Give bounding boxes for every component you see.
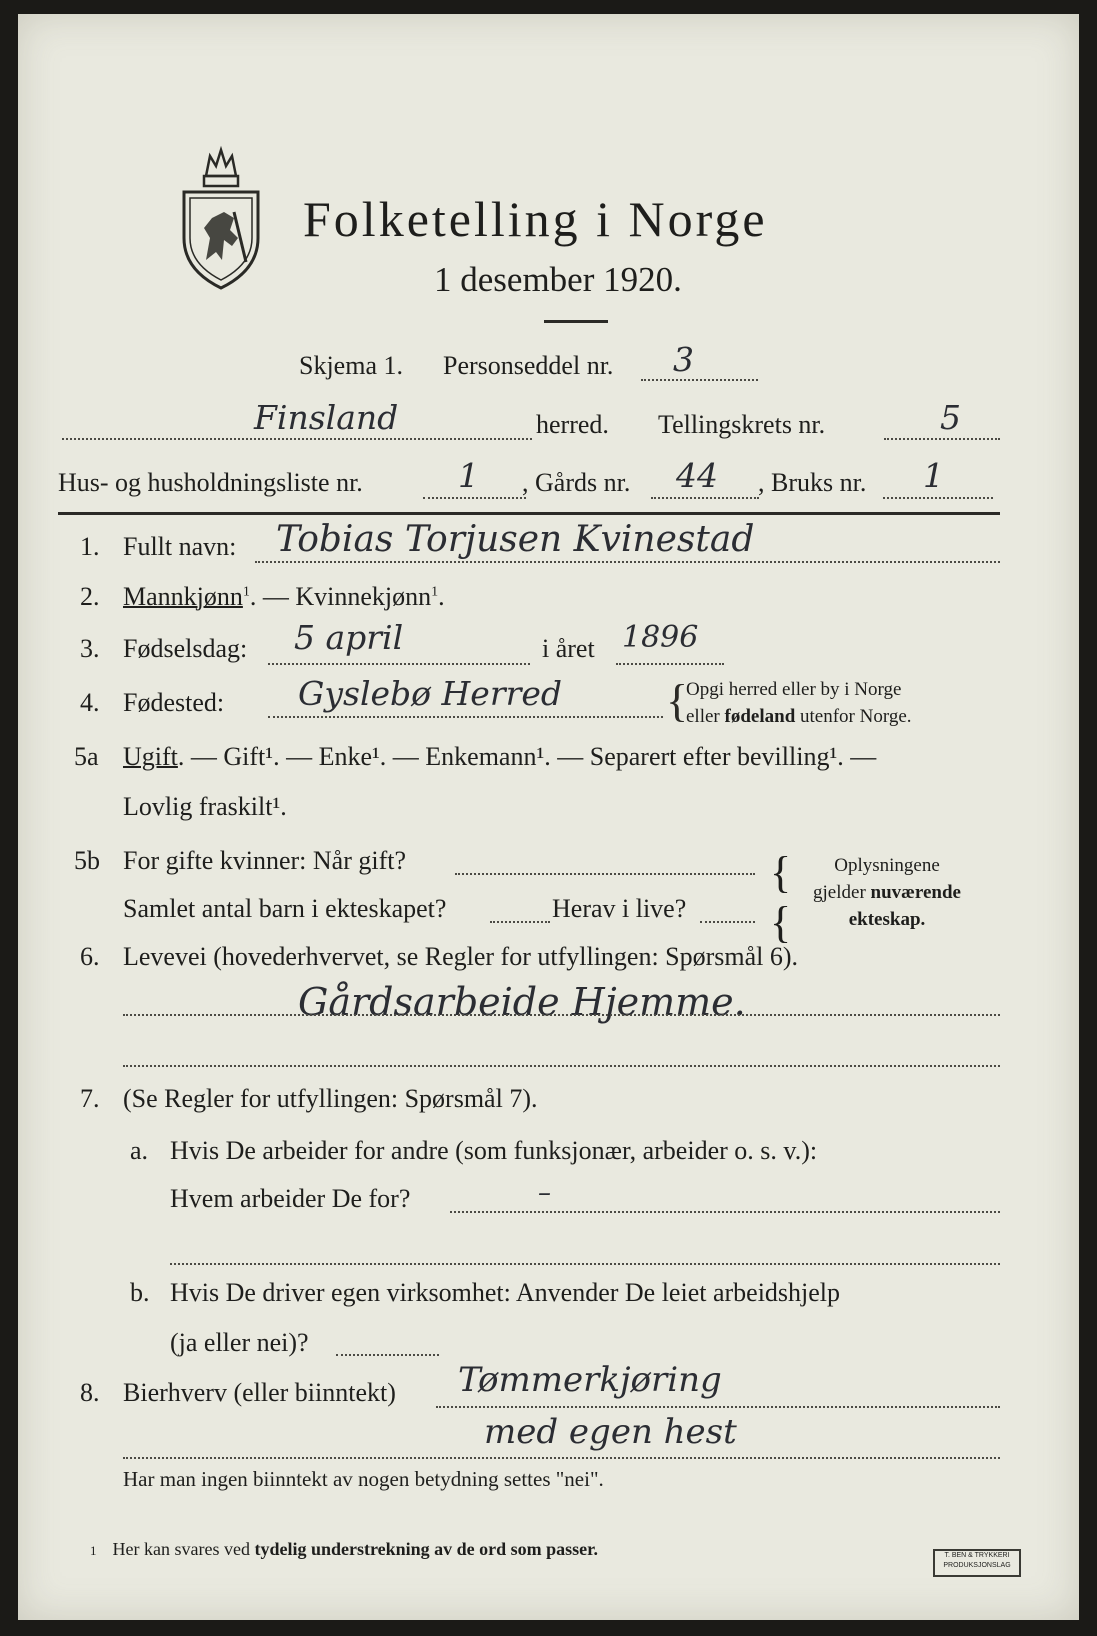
tellingskrets-value: 5 — [940, 398, 961, 437]
q3-year-value: 1896 — [622, 620, 699, 655]
personseddel-label: Personseddel nr. — [443, 351, 614, 380]
q8-note: Har man ingen biinntekt av nogen betydning settes "nei". — [123, 1467, 604, 1491]
q1-full-name-value: Tobias Torjusen Kvinestad — [276, 519, 755, 560]
tellingskrets-label: Tellingskrets nr. — [658, 410, 826, 439]
tellingskrets-line — [884, 438, 1000, 440]
q3-year-line — [616, 663, 724, 665]
personseddel-value: 3 — [673, 340, 694, 379]
q5b-note-brace: { { — [770, 848, 792, 947]
bruks-line — [883, 497, 993, 499]
q7b-letter: b. — [130, 1278, 150, 1307]
bleed-through-text — [408, 96, 414, 122]
q7a-extra-line — [170, 1263, 1000, 1265]
q2-number: 2. — [80, 582, 100, 611]
q6-occupation-value: Gårdsarbeide Hjemme. — [298, 980, 746, 1024]
census-date: 1 desember 1920. — [434, 260, 682, 299]
gards-value: 44 — [676, 456, 718, 495]
herred-value: Finsland — [254, 398, 399, 437]
q3-birthdate-value: 5 april — [294, 618, 404, 657]
q7b-line2: (ja eller nei)? — [170, 1328, 309, 1357]
q7a-value: – — [538, 1178, 551, 1208]
q4-label: Fødested: — [123, 688, 225, 717]
q6-line2 — [123, 1065, 1000, 1067]
footnote-mark: 1 — [90, 1543, 97, 1558]
q7-number: 7. — [80, 1084, 100, 1113]
q3-year-label: i året — [542, 634, 595, 663]
q5b-number: 5b — [74, 846, 100, 875]
q5a-marital-options: Ugift. — Gift¹. — Enke¹. — Enkemann¹. — Separert efter bevilling¹. — — [123, 742, 877, 771]
herred-label: herred. — [536, 410, 609, 439]
bruks-label: , Bruks nr. — [758, 468, 867, 497]
husliste-value: 1 — [458, 456, 479, 495]
q5b-married-line — [455, 873, 755, 875]
q7a-line2: Hvem arbeider De for? — [170, 1184, 411, 1213]
q3-label: Fødselsdag: — [123, 634, 248, 663]
q6-line1 — [123, 1014, 1000, 1016]
title-divider — [544, 320, 608, 323]
q5b-children-line — [490, 921, 550, 923]
q8-value-line2: med egen hest — [484, 1412, 737, 1452]
bruks-value: 1 — [923, 456, 944, 495]
q8-value-line1: Tømmerkjøring — [458, 1360, 722, 1400]
census-form-page — [18, 14, 1079, 1620]
q6-label: Levevei (hovederhvervet, se Regler for utfyllingen: Spørsmål 6). — [123, 942, 799, 971]
q5b-alive-line — [700, 921, 755, 923]
skjema-label: Skjema 1. — [299, 351, 403, 380]
herred-line — [62, 438, 532, 440]
q8-line1 — [436, 1406, 1000, 1408]
q1-label: Fullt navn: — [123, 532, 237, 561]
q5a-number: 5a — [74, 742, 99, 771]
q7-label: (Se Regler for utfyllingen: Spørsmål 7). — [123, 1084, 538, 1113]
gards-line — [651, 497, 759, 499]
q1-number: 1. — [80, 532, 100, 561]
husliste-line — [423, 497, 526, 499]
q5b-children-label: Samlet antal barn i ekteskapet? — [123, 894, 447, 923]
header-rule — [58, 512, 1000, 515]
q8-number: 8. — [80, 1378, 100, 1407]
q4-line — [268, 716, 663, 718]
norway-coat-of-arms-icon — [176, 142, 266, 292]
q4-note-brace: { — [666, 675, 689, 726]
footnote: 1 Her kan svares ved tydelig understrekning av de ord som passer. — [90, 1539, 598, 1559]
q6-number: 6. — [80, 942, 100, 971]
printer-stamp: T. BEN & TRYKKERI PRODUKSJONSLAG — [933, 1549, 1021, 1577]
q1-line — [255, 561, 1000, 563]
q7b-line1: Hvis De driver egen virksomhet: Anvender De leiet arbeidshjelp — [170, 1278, 841, 1307]
q5a-ugift-option: Ugift — [123, 742, 178, 771]
q7b-line — [336, 1354, 439, 1356]
q8-line2 — [123, 1457, 1000, 1459]
form-title: Folketelling i Norge — [303, 191, 768, 247]
q7a-line — [450, 1211, 1000, 1213]
q5b-alive-label: Herav i live? — [552, 894, 687, 923]
gards-label: , Gårds nr. — [522, 468, 631, 497]
q4-number: 4. — [80, 688, 100, 717]
q2-mann-option: Mannkjønn — [123, 582, 243, 611]
q8-label: Bierhverv (eller biinntekt) — [123, 1378, 396, 1407]
q4-note: Opgi herred eller by i Norge eller fødeland utenfor Norge. — [686, 679, 912, 727]
husliste-label: Hus- og husholdningsliste nr. — [58, 468, 363, 497]
q2-kvinne-option: Kvinnekjønn — [295, 582, 432, 611]
q7a-line1: Hvis De arbeider for andre (som funksjonær, arbeider o. s. v.): — [170, 1136, 818, 1165]
q2-gender-options: Mannkjønn$^1$. — Kvinnekjønn$^1$. — [123, 582, 445, 611]
personseddel-line — [641, 379, 758, 381]
q4-birthplace-value: Gyslebø Herred — [298, 674, 563, 713]
q5a-line2: Lovlig fraskilt¹. — [123, 792, 287, 821]
q3-number: 3. — [80, 634, 100, 663]
q5b-note: Oplysningene gjelder nuværende ekteskap. — [813, 855, 961, 930]
q3-date-line — [268, 663, 530, 665]
q5b-line1: For gifte kvinner: Når gift? — [123, 846, 407, 875]
q7a-letter: a. — [130, 1136, 149, 1165]
